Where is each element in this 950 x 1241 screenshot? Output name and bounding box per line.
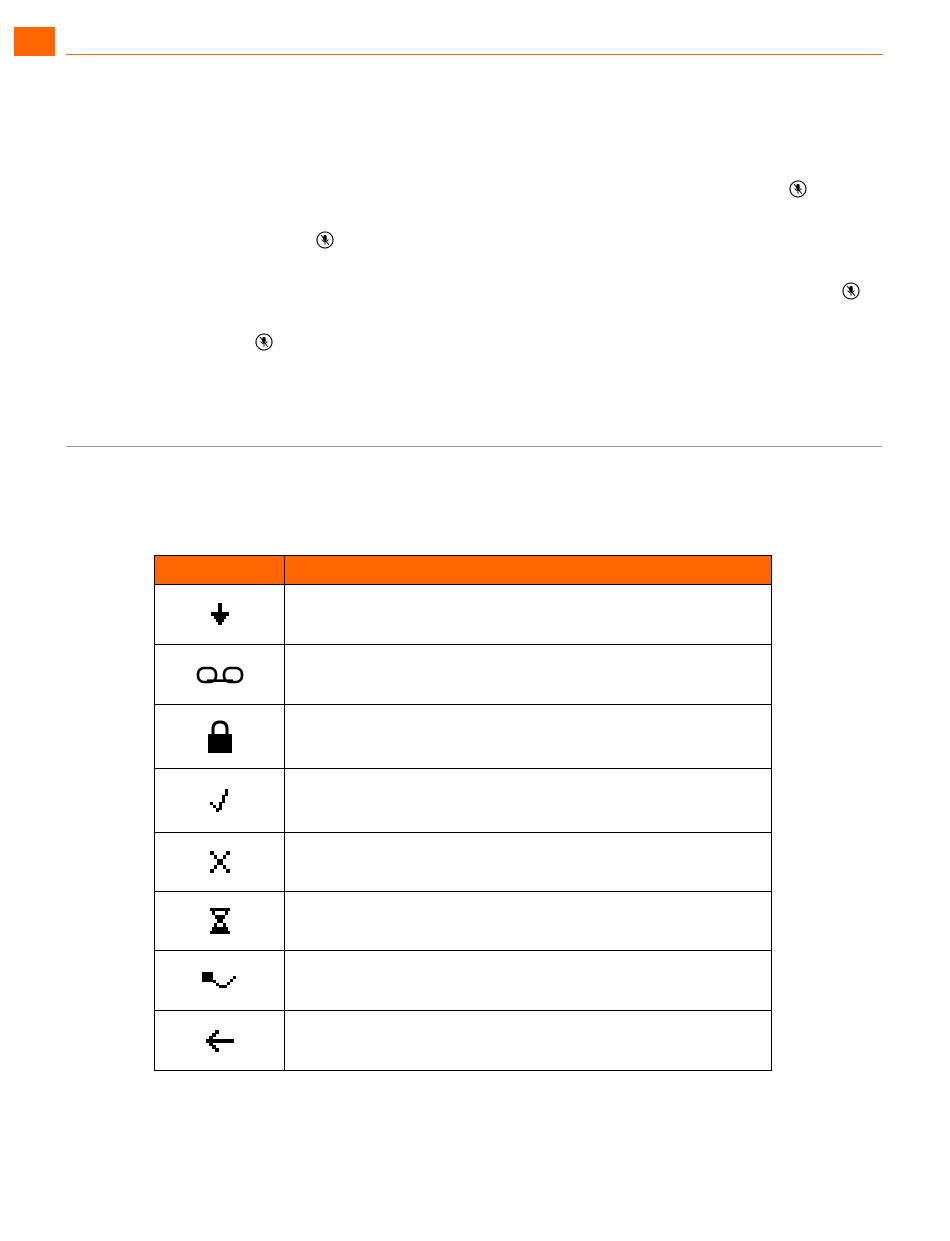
table-header-description-column	[285, 556, 772, 585]
table-row	[155, 585, 772, 645]
description-cell	[285, 645, 772, 705]
table-row	[155, 1011, 772, 1071]
description-cell	[285, 705, 772, 769]
arrow-down-icon	[210, 602, 230, 628]
description-cell	[285, 769, 772, 833]
x-mark-icon	[208, 849, 232, 875]
table-row	[155, 951, 772, 1011]
description-cell	[285, 951, 772, 1011]
table-row	[155, 705, 772, 769]
hourglass-icon	[209, 907, 231, 935]
icon-cell	[155, 705, 285, 769]
icon-cell	[155, 892, 285, 951]
icon-cell	[155, 833, 285, 892]
icon-cell	[155, 951, 285, 1011]
call-answered-icon	[200, 969, 240, 993]
description-cell	[285, 1011, 772, 1071]
mute-icon	[316, 231, 334, 249]
table-row	[155, 769, 772, 833]
description-cell	[285, 585, 772, 645]
lock-icon	[207, 720, 233, 754]
icon-cell	[155, 645, 285, 705]
icon-cell	[155, 769, 285, 833]
description-cell	[285, 833, 772, 892]
mute-icon	[789, 180, 807, 198]
icon-legend-table	[154, 555, 772, 1071]
icon-cell	[155, 585, 285, 645]
table-row	[155, 645, 772, 705]
mute-icon	[842, 282, 860, 300]
table-row	[155, 892, 772, 951]
page-tab-marker	[14, 27, 55, 56]
checkmark-icon	[208, 788, 232, 814]
table-header-row	[155, 556, 772, 585]
section-divider	[66, 446, 882, 447]
voicemail-icon	[196, 665, 244, 685]
description-cell	[285, 892, 772, 951]
header-rule	[66, 54, 883, 55]
mute-icon	[255, 333, 273, 351]
table-row	[155, 833, 772, 892]
arrow-left-icon	[204, 1028, 236, 1054]
table-header-icon-column	[155, 556, 285, 585]
icon-cell	[155, 1011, 285, 1071]
